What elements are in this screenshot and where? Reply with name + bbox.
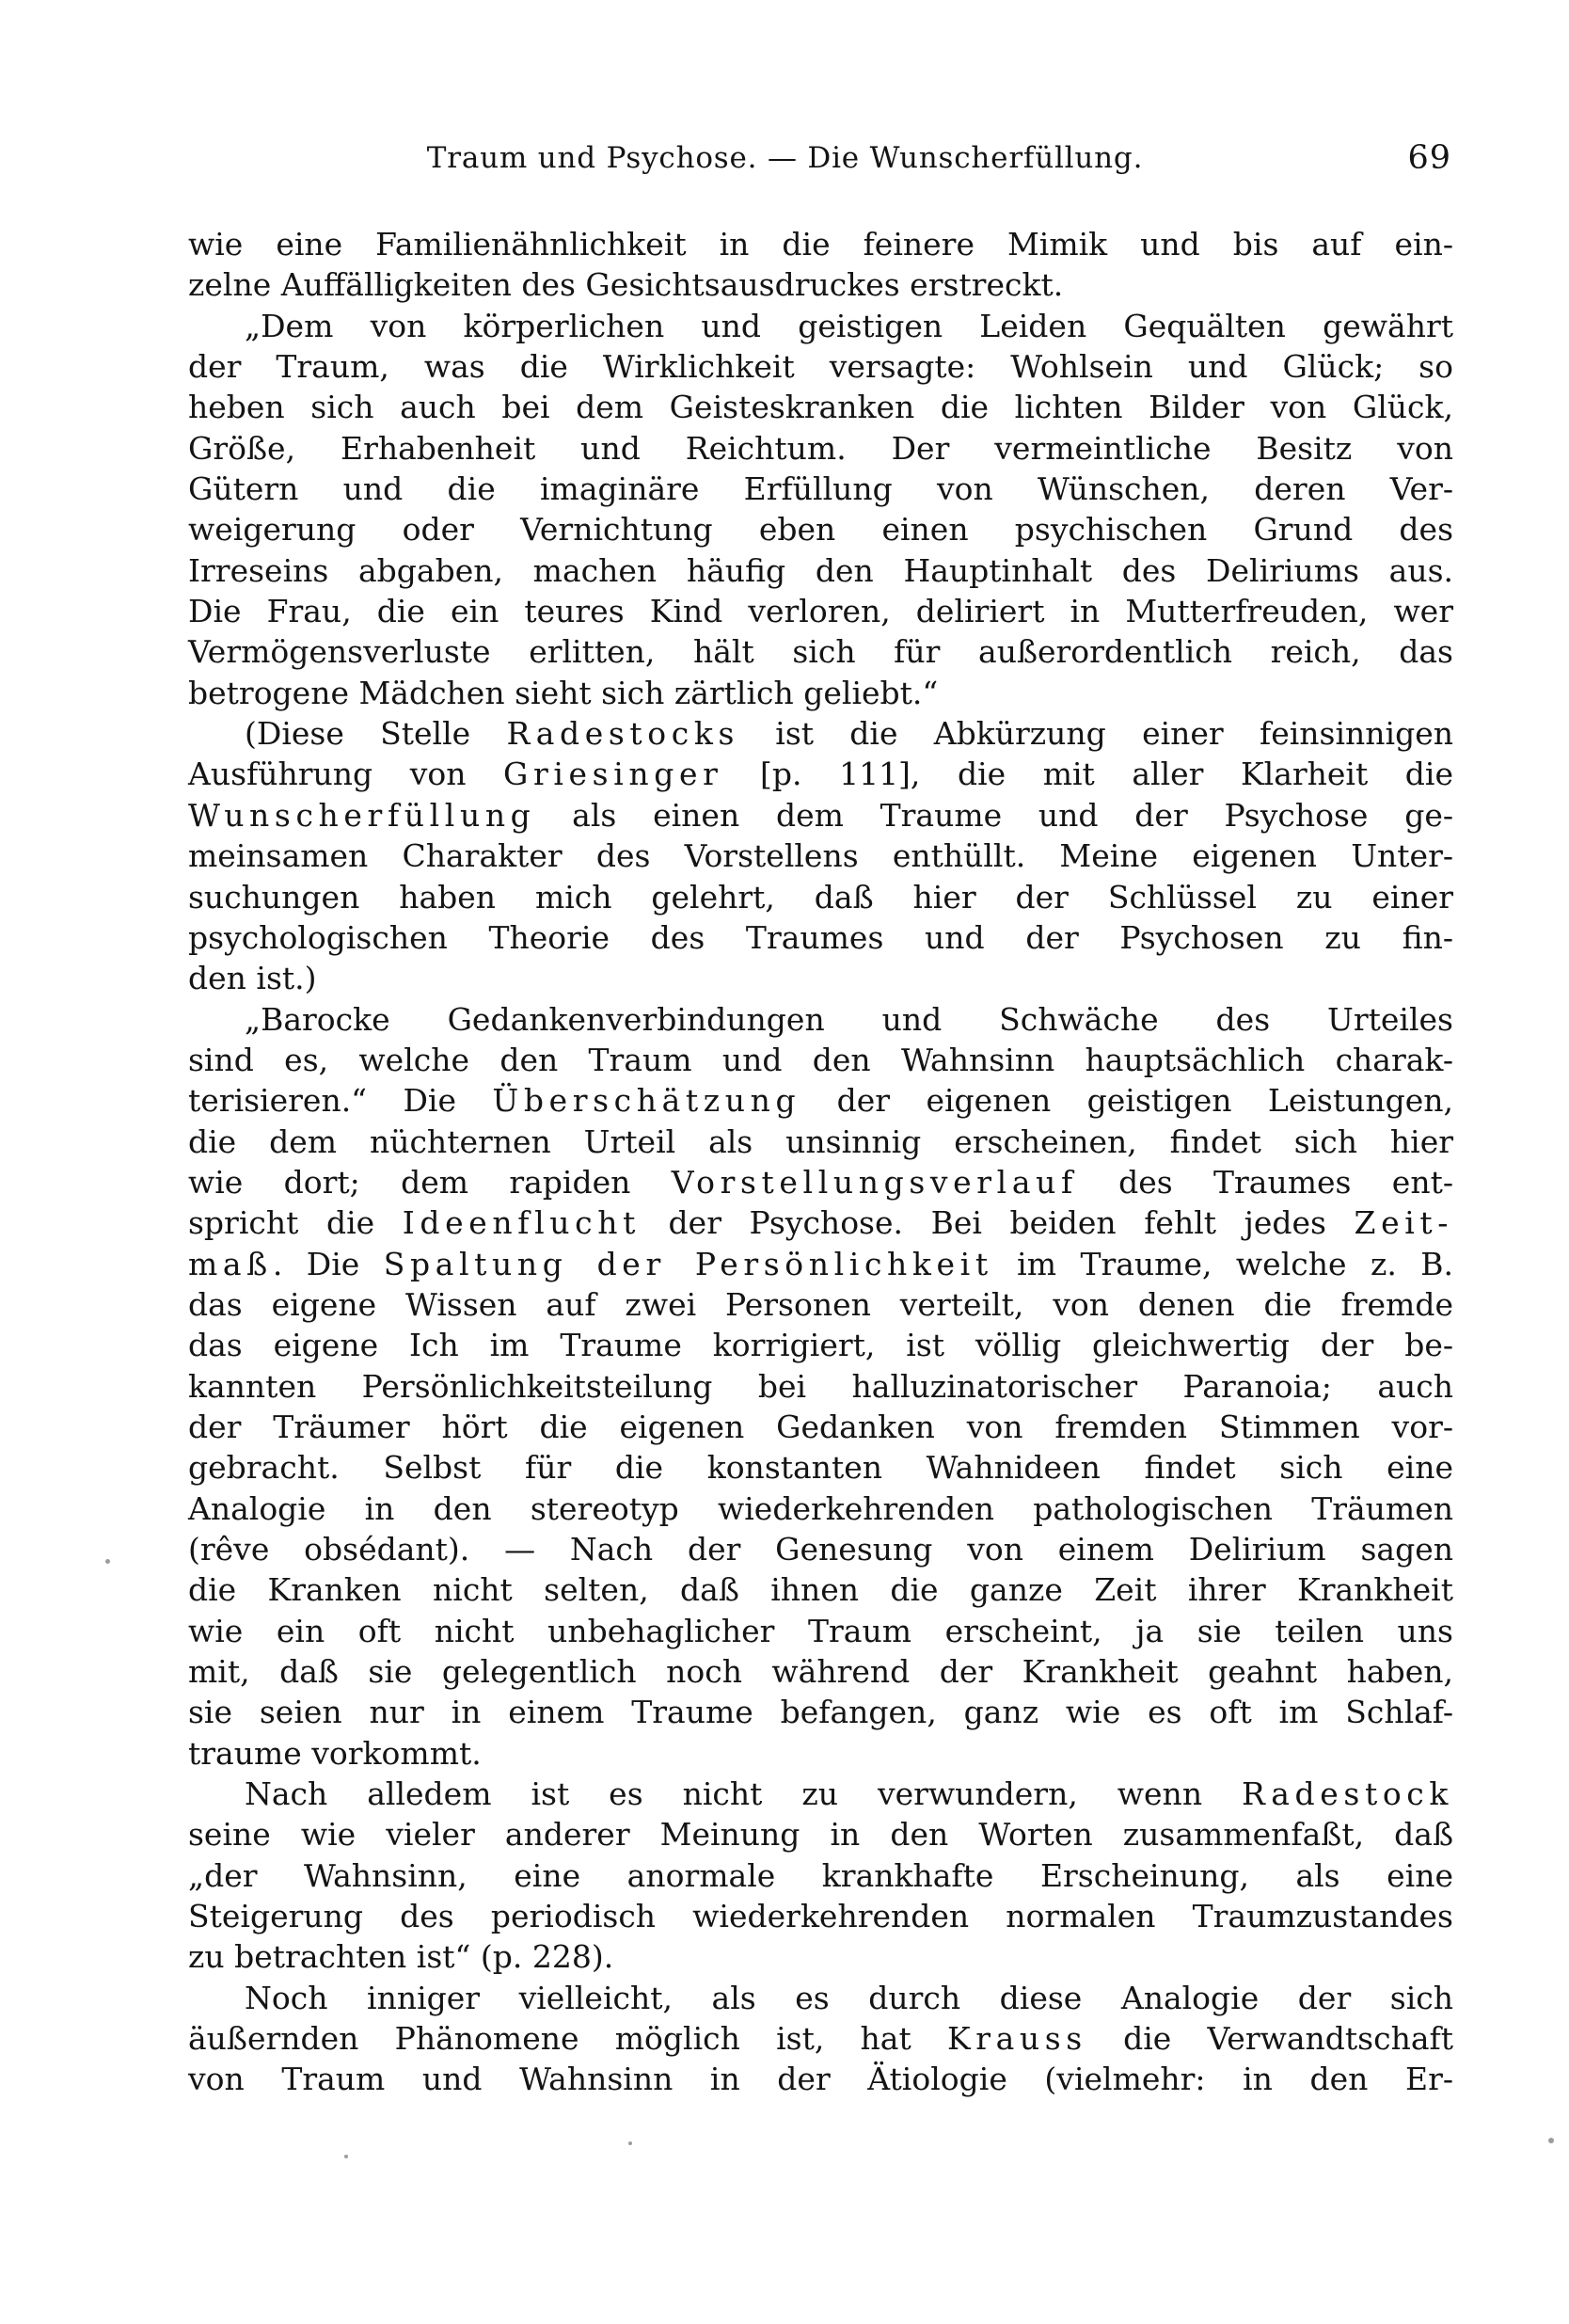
text-line	[188, 1814, 1453, 1854]
text-line	[188, 1978, 1453, 2018]
text-line	[188, 387, 1453, 427]
text-segment: traume vorkommt.	[188, 1734, 482, 1772]
scan-speck	[1548, 2138, 1554, 2143]
text-segment: Noch inniger vielleicht, als es durch diese Analogie der sich	[245, 1979, 1453, 2016]
text-line	[188, 1122, 1453, 1162]
text-segment: das eigene Wissen auf zwei Personen verteilt, von denen die fremde	[188, 1285, 1453, 1323]
text-line	[188, 1855, 1453, 1896]
text-segment: spricht die	[188, 1204, 403, 1242]
text-line	[188, 2018, 1453, 2059]
text-segment: sind es, welche den Traum und den Wahnsinn hauptsächlich charak-	[188, 1041, 1453, 1078]
text-segment: seine wie vieler anderer Meinung in den Worten zusammenfaßt, daß	[188, 1816, 1453, 1854]
text-line	[188, 1407, 1453, 1447]
text-segment: der Psychose. Bei beiden fehlt jedes	[640, 1204, 1355, 1242]
text-line	[188, 1325, 1453, 1365]
text-line	[188, 469, 1453, 509]
text-segment: (rêve obsédant). — Nach der Genesung von einem Delirium sagen	[188, 1531, 1453, 1568]
text-segment: „Dem von körperlichen und geistigen Leiden Gequälten gewährt	[245, 307, 1453, 344]
text-segment: im Traume, welche z. B.	[992, 1245, 1454, 1282]
text-segment: gebracht. Selbst für die konstanten Wahnideen findet sich eine	[188, 1449, 1453, 1487]
text-line	[188, 1692, 1453, 1732]
emphasized-text-segment: Vorstellungsverlauf	[671, 1163, 1078, 1201]
emphasized-text-segment: Ideenflucht	[402, 1204, 641, 1242]
running-header	[188, 141, 1453, 183]
text-line	[188, 1488, 1453, 1529]
text-line	[188, 1936, 1453, 1977]
text-segment: meinsamen Charakter des Vorstellens enthüllt. Meine eigenen Unter-	[188, 837, 1453, 875]
text-line	[188, 713, 1453, 754]
text-segment: „Barocke Gedankenverbindungen und Schwäche des Urteiles	[245, 1000, 1453, 1038]
text-line	[188, 1080, 1453, 1121]
text-segment: weigerung oder Vernichtung eben einen psychischen Grund des	[188, 511, 1453, 549]
text-line	[188, 836, 1453, 876]
text-line	[188, 795, 1453, 836]
emphasized-text-segment: Zeit-	[1354, 1204, 1454, 1242]
emphasized-text-segment: Überschätzung	[492, 1082, 801, 1120]
text-line	[188, 958, 1453, 998]
text-line	[188, 754, 1453, 794]
text-segment: der eigenen geistigen Leistungen,	[800, 1082, 1454, 1120]
text-line	[188, 224, 1453, 264]
emphasized-text-segment: Radestocks	[506, 715, 739, 753]
text-line	[188, 1651, 1453, 1692]
text-segment: mit, daß sie gelegentlich noch während der Krankheit geahnt haben,	[188, 1653, 1453, 1691]
text-segment: wie eine Familienähnlichkeit in die feinere Mimik und bis auf ein-	[188, 226, 1453, 263]
text-segment: die dem nüchternen Urteil als unsinnig erscheinen, findet sich hier	[188, 1122, 1453, 1160]
text-segment: die Kranken nicht selten, daß ihnen die ganze Zeit ihrer Krankheit	[188, 1571, 1453, 1609]
text-segment: wie dort; dem rapiden	[188, 1163, 672, 1201]
text-segment: „der Wahnsinn, eine anormale krankhafte Erscheinung, als eine	[188, 1856, 1453, 1894]
text-body	[188, 224, 1453, 2100]
text-segment: ist die Abkürzung einer feinsinnigen	[739, 715, 1453, 753]
scan-speck	[628, 2141, 632, 2145]
text-line	[188, 1774, 1453, 1814]
text-line	[188, 1366, 1453, 1407]
text-segment: betrogene Mädchen sieht sich zärtlich geliebt.“	[188, 674, 939, 711]
text-line	[188, 673, 1453, 713]
emphasized-text-segment: maß	[188, 1245, 273, 1282]
text-segment: psychologischen Theorie des Traumes und der Psychosen zu fin-	[188, 918, 1453, 956]
scan-speck	[344, 2155, 348, 2158]
text-segment: von Traum und Wahnsinn in der Ätiologie (vielmehr: in den Er-	[188, 2061, 1453, 2098]
text-line	[188, 1447, 1453, 1488]
text-line	[188, 591, 1453, 631]
emphasized-text-segment: Spaltung der Persönlichkeit	[383, 1245, 993, 1282]
text-segment: Die Frau, die ein teures Kind verloren, deliriert in Mutterfreuden, wer	[188, 593, 1453, 630]
running-header-title: Traum und Psychose. — Die Wunscherfüllung.	[426, 141, 1144, 175]
text-line	[188, 2059, 1453, 2099]
text-segment: Analogie in den stereotyp wiederkehrenden pathologischen Träumen	[188, 1489, 1453, 1527]
text-segment: das eigene Ich im Traume korrigiert, ist völlig gleichwertig der be-	[188, 1327, 1453, 1364]
emphasized-text-segment: Wunscherfüllung	[188, 796, 536, 834]
text-line	[188, 1284, 1453, 1325]
text-segment: suchungen haben mich gelehrt, daß hier der Schlüssel zu einer	[188, 878, 1453, 915]
text-segment: heben sich auch bei dem Geisteskranken die lichten Bilder von Glück,	[188, 389, 1453, 426]
text-line	[188, 999, 1453, 1040]
text-line	[188, 917, 1453, 958]
emphasized-text-segment: Griesinger	[503, 756, 723, 793]
text-segment: den ist.)	[188, 960, 317, 997]
text-segment: der Traum, was die Wirklichkeit versagte: Wohlsein und Glück; so	[188, 348, 1453, 386]
text-segment: terisieren.“ Die	[188, 1082, 493, 1120]
text-line	[188, 1611, 1453, 1651]
text-segment: Größe, Erhabenheit und Reichtum. Der vermeintliche Besitz von	[188, 429, 1453, 467]
emphasized-text-segment: Krauss	[946, 2020, 1087, 2058]
text-line	[188, 509, 1453, 549]
text-line	[188, 631, 1453, 672]
text-line	[188, 264, 1453, 305]
text-segment: (Diese Stelle	[245, 715, 507, 753]
text-line	[188, 306, 1453, 346]
text-segment: Vermögensverluste erlitten, hält sich für außerordentlich reich, das	[188, 633, 1453, 671]
text-line	[188, 1529, 1453, 1569]
text-segment: Nach alledem ist es nicht zu verwundern, wenn	[245, 1775, 1243, 1813]
text-segment: als einen dem Traume und der Psychose ge-	[535, 796, 1453, 834]
text-line	[188, 550, 1453, 591]
text-segment: der Träumer hört die eigenen Gedanken von fremden Stimmen vor-	[188, 1408, 1453, 1445]
text-line	[188, 346, 1453, 387]
text-line	[188, 1569, 1453, 1610]
scan-speck	[105, 1559, 110, 1564]
text-segment: zelne Auffälligkeiten des Gesichtsausdruckes erstreckt.	[188, 266, 1064, 304]
text-segment: wie ein oft nicht unbehaglicher Traum erscheint, ja sie teilen uns	[188, 1612, 1453, 1649]
text-segment: . Die	[272, 1245, 384, 1282]
text-line	[188, 1202, 1453, 1243]
text-segment: kannten Persönlichkeitsteilung bei halluzinatorischer Paranoia; auch	[188, 1367, 1453, 1405]
text-segment: Steigerung des periodisch wiederkehrenden normalen Traumzustandes	[188, 1898, 1453, 1935]
page-number: 69	[1407, 139, 1451, 177]
text-segment: des Traumes ent-	[1077, 1163, 1453, 1201]
emphasized-text-segment: Radestock	[1242, 1775, 1453, 1813]
text-line	[188, 1896, 1453, 1936]
text-segment: zu betrachten ist“ (p. 228).	[188, 1938, 614, 1976]
text-line	[188, 428, 1453, 469]
text-segment: Irreseins abgaben, machen häufig den Hauptinhalt des Deliriums aus.	[188, 551, 1453, 589]
text-segment: [p. 111], die mit aller Klarheit die	[722, 756, 1453, 793]
text-line	[188, 1733, 1453, 1774]
text-segment: die Verwandtschaft	[1086, 2020, 1453, 2058]
text-segment: Ausführung von	[188, 756, 503, 793]
text-segment: äußernden Phänomene möglich ist, hat	[188, 2020, 947, 2058]
text-line	[188, 1040, 1453, 1080]
text-segment: sie seien nur in einem Traume befangen, ganz wie es oft im Schlaf-	[188, 1694, 1453, 1731]
text-line	[188, 877, 1453, 917]
text-segment: Gütern und die imaginäre Erfüllung von Wünschen, deren Ver-	[188, 470, 1453, 508]
text-line	[188, 1162, 1453, 1202]
text-line	[188, 1244, 1453, 1284]
